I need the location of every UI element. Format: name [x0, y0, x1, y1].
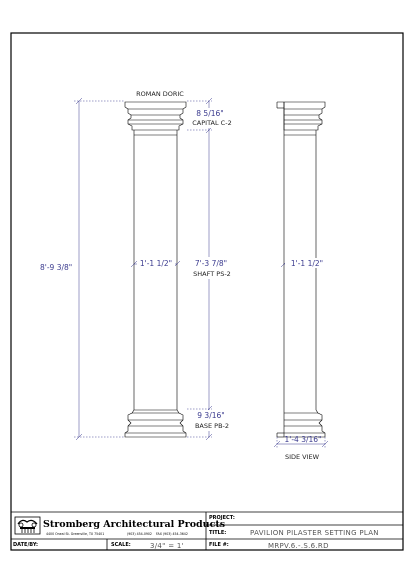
company-name: Stromberg Architectural Products	[43, 519, 226, 530]
side-view-label: SIDE VIEW	[284, 453, 320, 461]
overall-dimension	[74, 98, 124, 440]
overall-dim-text: 8'-9 3/8"	[40, 263, 73, 272]
side-base-width-text: 1'-4 3/16"	[284, 435, 322, 444]
front-width-text: 1'-1 1/2"	[139, 259, 173, 268]
capital-dim-text: 8 5/16"	[196, 109, 224, 118]
scale-value: 3/4" = 1'	[150, 542, 184, 550]
base-dim-text: 9 3/16"	[197, 411, 225, 420]
front-title: ROMAN DORIC	[136, 90, 184, 98]
company-logo-icon	[15, 517, 40, 534]
date-label: DATE/BY:	[13, 542, 39, 548]
project-label: PROJECT:	[209, 515, 235, 521]
side-view	[277, 102, 325, 437]
shaft-dim-text: 7'-3 7/8"	[194, 259, 228, 268]
scale-label: SCALE:	[111, 542, 131, 548]
front-capital	[125, 102, 186, 130]
company-fax: FAX (903) 454-3642	[156, 532, 188, 536]
shaft-label: SHAFT PS-2	[193, 270, 231, 278]
title-value: PAVILION PILASTER SETTING PLAN	[250, 529, 379, 537]
side-width-text: 1'-1 1/2"	[290, 259, 324, 268]
company-address: 4400 Oneal St. Greenville, TX 75401	[46, 532, 105, 536]
file-value: MRPV.6.-.S.6.RD	[268, 542, 329, 550]
front-view	[125, 102, 186, 437]
file-label: FILE #:	[209, 542, 229, 548]
base-label: BASE PB-2	[194, 422, 230, 430]
capital-label: CAPITAL C-2	[192, 119, 232, 127]
company-phone: (903) 454-0902	[127, 532, 152, 536]
title-label: TITLE:	[209, 530, 227, 536]
